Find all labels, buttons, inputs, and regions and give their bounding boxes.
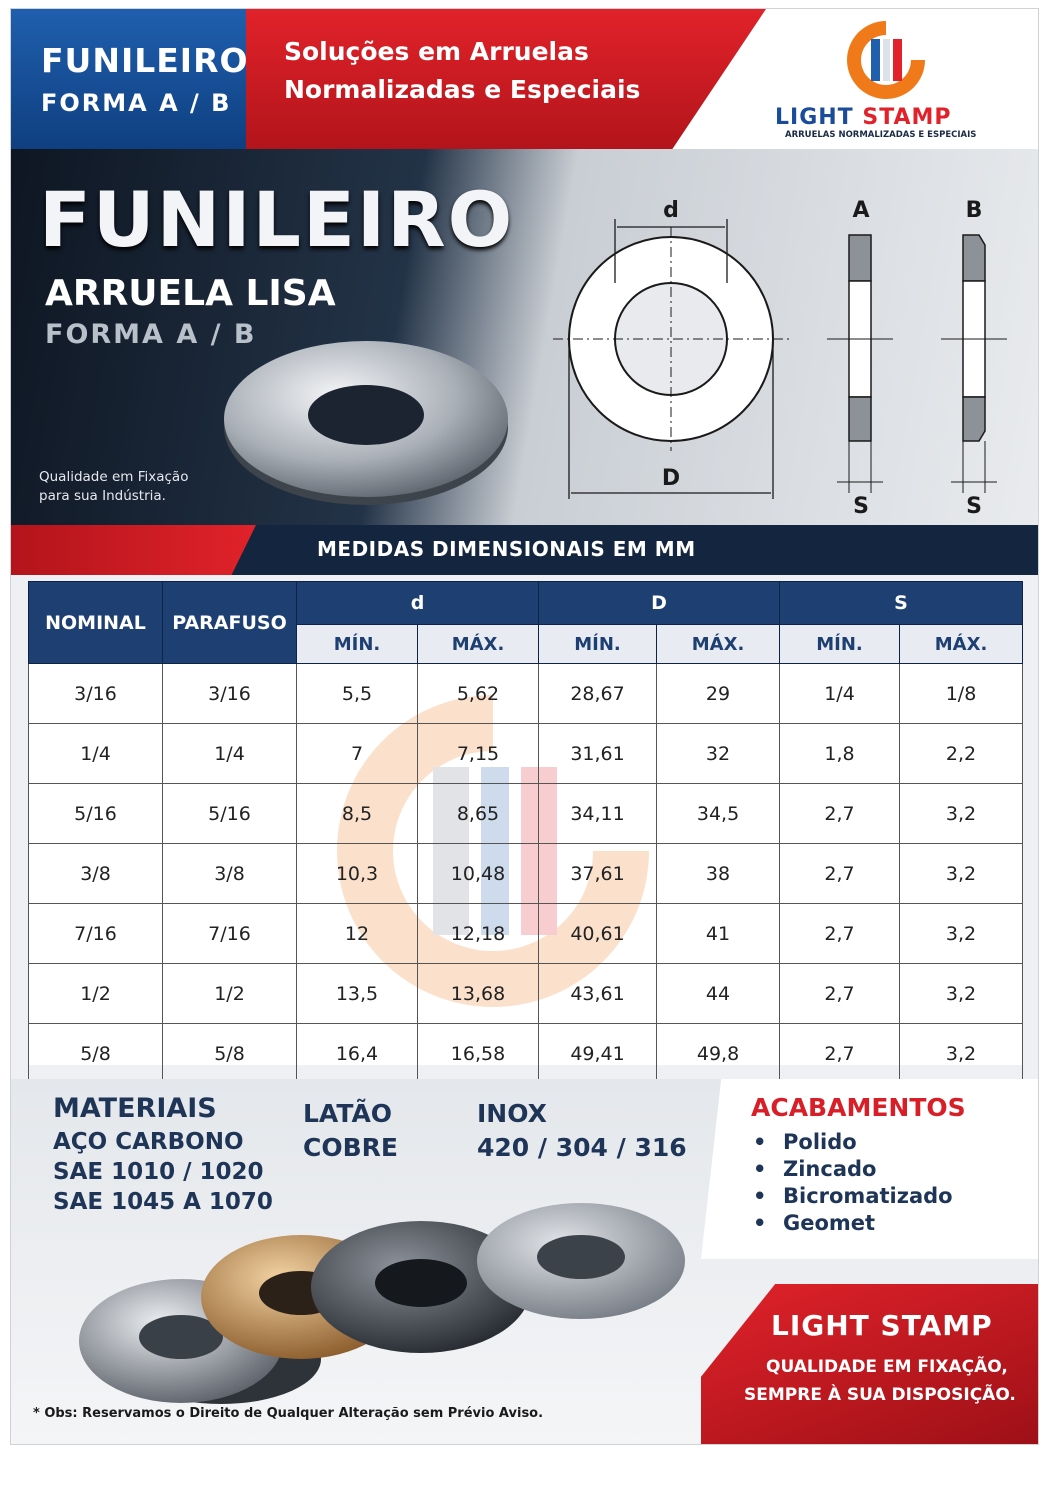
brand-name-part2: STAMP	[862, 105, 952, 130]
cell: 5/16	[29, 784, 163, 844]
header-title: FUNILEIRO	[41, 41, 249, 80]
table-row	[29, 664, 1023, 724]
label-B: B	[965, 198, 983, 223]
cell: 1/2	[29, 964, 163, 1024]
header	[11, 9, 1038, 149]
col-S-min: MÍN.	[780, 625, 900, 664]
col-S-max: MÁX.	[900, 625, 1023, 664]
cell: 8,65	[418, 784, 539, 844]
cell: 2,7	[780, 784, 900, 844]
col-parafuso: PARAFUSO	[163, 582, 297, 664]
cell: 12,18	[418, 904, 539, 964]
material-carbon-grade2: SAE 1045 A 1070	[53, 1189, 273, 1215]
cell: 7/16	[29, 904, 163, 964]
list-item: • Zincado	[753, 1156, 953, 1183]
finishes-heading: ACABAMENTOS	[751, 1093, 966, 1122]
table-row	[29, 964, 1023, 1024]
label-S-a: S	[853, 494, 869, 519]
material-cobre: COBRE	[303, 1133, 398, 1162]
brand-name-part1: LIGHT	[775, 105, 854, 130]
cell: 29	[657, 664, 780, 724]
cell: 13,5	[297, 964, 418, 1024]
header-slogan-line1: Soluções em Arruelas	[284, 37, 589, 66]
dimensions-table	[28, 581, 1023, 1084]
materials-section	[11, 1079, 1038, 1444]
dimensions-table-wrapper	[28, 581, 1022, 1065]
hero-quality-line1: Qualidade em Fixação	[39, 469, 189, 485]
table-row	[29, 844, 1023, 904]
label-d: d	[663, 198, 679, 223]
cell: 3/16	[163, 664, 297, 724]
cell: 49,41	[539, 1024, 657, 1084]
cell: 3,2	[900, 844, 1023, 904]
col-nominal: NOMINAL	[29, 582, 163, 664]
cell: 2,7	[780, 1024, 900, 1084]
cell: 8,5	[297, 784, 418, 844]
table-row	[29, 904, 1023, 964]
col-d-min: MÍN.	[297, 625, 418, 664]
cell: 5/8	[163, 1024, 297, 1084]
cell: 10,48	[418, 844, 539, 904]
cell: 3,2	[900, 964, 1023, 1024]
washers-photo-icon	[71, 1199, 771, 1419]
cell: 7/16	[163, 904, 297, 964]
cta-line2: SEMPRE À SUA DISPOSIÇÃO.	[744, 1385, 1016, 1405]
cell: 1/4	[780, 664, 900, 724]
hero-title: FUNILEIRO	[39, 175, 515, 264]
table-row	[29, 724, 1023, 784]
disclaimer-note: * Obs: Reservamos o Direito de Qualquer Alteração sem Prévio Aviso.	[33, 1406, 544, 1421]
cell: 2,2	[900, 724, 1023, 784]
material-inox: INOX	[477, 1099, 547, 1128]
cell: 37,61	[539, 844, 657, 904]
cell: 31,61	[539, 724, 657, 784]
cell: 13,68	[418, 964, 539, 1024]
col-group-D: D	[539, 582, 780, 625]
material-carbon-grade1: SAE 1010 / 1020	[53, 1159, 264, 1185]
cell: 12	[297, 904, 418, 964]
material-inox-grades: 420 / 304 / 316	[477, 1133, 687, 1162]
brand-name	[775, 105, 952, 130]
cell: 1/8	[900, 664, 1023, 724]
cell: 41	[657, 904, 780, 964]
cell: 5/8	[29, 1024, 163, 1084]
brand-tagline: ARRUELAS NORMALIZADAS E ESPECIAIS	[785, 130, 977, 140]
section-band-accent	[11, 525, 256, 575]
cell: 1/4	[163, 724, 297, 784]
list-item: • Geomet	[753, 1210, 953, 1237]
materials-heading: MATERIAIS	[53, 1093, 217, 1124]
cell: 34,5	[657, 784, 780, 844]
col-D-max: MÁX.	[657, 625, 780, 664]
profile-b	[941, 235, 1007, 493]
header-slogan-line2: Normalizadas e Especiais	[284, 75, 641, 104]
washer-photo-icon	[216, 325, 516, 515]
cell: 3/8	[163, 844, 297, 904]
section-title: MEDIDAS DIMENSIONAIS EM MM	[317, 537, 696, 561]
cell: 1,8	[780, 724, 900, 784]
cell: 49,8	[657, 1024, 780, 1084]
hero-forma: FORMA A / B	[45, 319, 257, 350]
col-D-min: MÍN.	[539, 625, 657, 664]
cell: 40,61	[539, 904, 657, 964]
cell: 34,11	[539, 784, 657, 844]
label-A: A	[852, 198, 870, 223]
hero-subtitle: ARRUELA LISA	[45, 273, 336, 314]
hero-quality-line2: para sua Indústria.	[39, 488, 166, 504]
cell: 5/16	[163, 784, 297, 844]
table-row	[29, 1024, 1023, 1084]
cell: 38	[657, 844, 780, 904]
cell: 32	[657, 724, 780, 784]
cell: 16,4	[297, 1024, 418, 1084]
cell: 2,7	[780, 904, 900, 964]
technical-drawing	[531, 179, 1031, 519]
profile-a	[827, 235, 893, 493]
product-sheet	[10, 8, 1039, 1445]
cell: 3,2	[900, 904, 1023, 964]
cta-brand: LIGHT STAMP	[771, 1309, 993, 1342]
finishes-list	[753, 1129, 953, 1237]
cell: 3/16	[29, 664, 163, 724]
cell: 28,67	[539, 664, 657, 724]
cell: 3,2	[900, 784, 1023, 844]
cell: 44	[657, 964, 780, 1024]
cell: 5,62	[418, 664, 539, 724]
light-stamp-logo-icon	[841, 15, 931, 105]
material-latao: LATÃO	[303, 1099, 393, 1128]
material-carbon: AÇO CARBONO	[53, 1129, 244, 1155]
cell: 2,7	[780, 844, 900, 904]
cell: 16,58	[418, 1024, 539, 1084]
cell: 3/8	[29, 844, 163, 904]
cell: 10,3	[297, 844, 418, 904]
cell: 5,5	[297, 664, 418, 724]
header-subtitle: FORMA A / B	[41, 89, 232, 117]
label-S-b: S	[966, 494, 982, 519]
col-group-d: d	[297, 582, 539, 625]
cell: 1/2	[163, 964, 297, 1024]
list-item: • Polido	[753, 1129, 953, 1156]
hero-section	[11, 149, 1038, 525]
list-item: • Bicromatizado	[753, 1183, 953, 1210]
table-row	[29, 784, 1023, 844]
cell: 1/4	[29, 724, 163, 784]
cell: 43,61	[539, 964, 657, 1024]
cell: 2,7	[780, 964, 900, 1024]
cell: 7	[297, 724, 418, 784]
cta-line1: QUALIDADE EM FIXAÇÃO,	[766, 1357, 1008, 1377]
cell: 3,2	[900, 1024, 1023, 1084]
cell: 7,15	[418, 724, 539, 784]
col-group-S: S	[780, 582, 1023, 625]
label-D: D	[661, 466, 681, 491]
col-d-max: MÁX.	[418, 625, 539, 664]
